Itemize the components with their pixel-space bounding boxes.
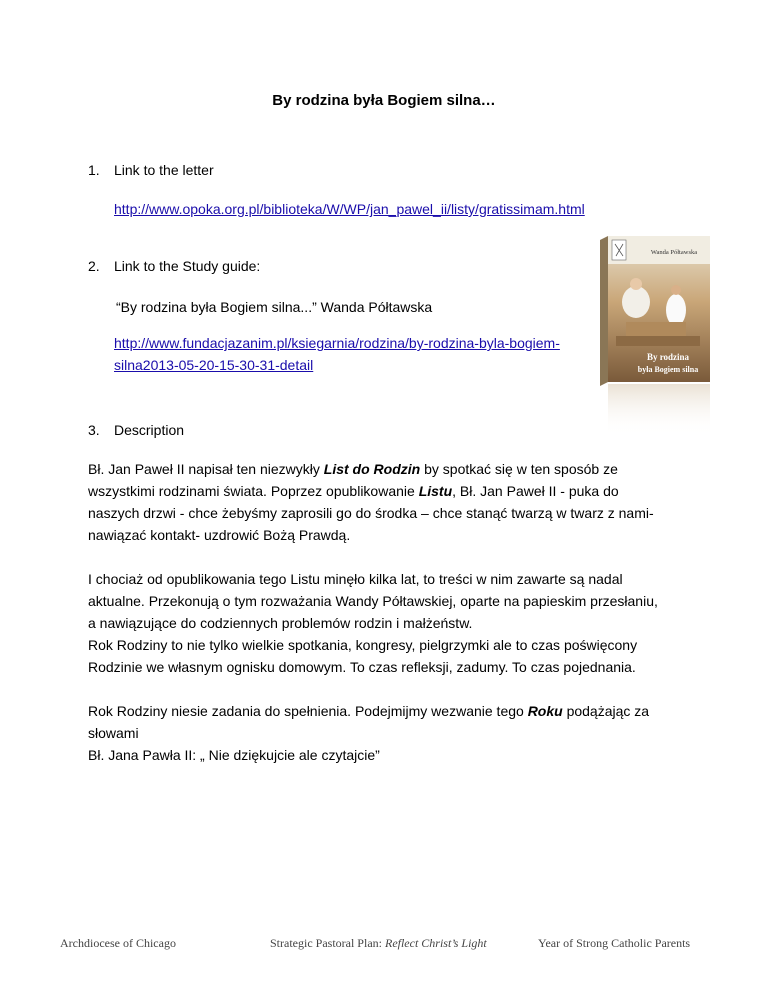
book-title-line-1: By rodzina xyxy=(646,352,690,362)
emphasis-list-do-rodzin: List do Rodzin xyxy=(323,461,421,477)
text-run: Bł. Jana Pawła II: „ Nie dziękujcie ale czytajcie” xyxy=(88,747,380,763)
study-guide-link-line-2: silna2013-05-20-15-30-31-detail xyxy=(114,357,314,373)
footer-center-italic: Reflect Christ’s Light xyxy=(384,936,487,950)
text-run: Rok Rodziny niesie zadania do spełnienia. Podejmijmy wezwanie tego xyxy=(88,703,528,719)
study-guide-quote: “By rodzina była Bogiem silna...” Wanda Półtawska xyxy=(116,299,433,315)
list-item-2 xyxy=(88,258,260,274)
list-label: Link to the letter xyxy=(114,162,214,178)
footer-left: Archdiocese of Chicago xyxy=(60,936,176,950)
study-guide-link[interactable] xyxy=(114,335,560,373)
study-guide-link-line-1: http://www.fundacjazanim.pl/ksiegarnia/rodzina/by-rodzina-byla-bogiem- xyxy=(114,335,560,351)
book-title-line-2: była Bogiem silna xyxy=(637,365,699,374)
book-author: Wanda Półtawska xyxy=(650,249,698,256)
list-label: Link to the Study guide: xyxy=(114,258,261,274)
study-guide-link-block xyxy=(114,332,560,376)
book-cover-svg xyxy=(596,232,712,437)
description-paragraph-3: Rok Rodziny to nie tylko wielkie spotkania, kongresy, pielgrzymki ale to czas poświęcony Rodzinie we własnym ognisku domowym. To czas refleksji, zadumy. To czas pojednania. xyxy=(88,637,638,675)
footer-right: Year of Strong Catholic Parents xyxy=(538,936,691,950)
emphasis-roku: Roku xyxy=(527,703,563,719)
emphasis-listu: Listu xyxy=(418,483,453,499)
text-run: by spotkać się w ten sposób ze wszystkimi rodzinami świata. Poprzez opublikowanie xyxy=(88,461,618,499)
description-paragraph-4 xyxy=(88,700,658,766)
text-run: Bł. Jan Paweł II napisał ten niezwykły xyxy=(88,461,324,477)
footer-center xyxy=(270,936,487,951)
letter-link[interactable]: http://www.opoka.org.pl/biblioteka/W/WP/jan_pawel_ii/listy/gratissimam.html xyxy=(114,201,585,217)
book-cover-image xyxy=(596,232,712,437)
list-label: Description xyxy=(114,422,185,438)
list-item-1 xyxy=(88,162,214,178)
list-number: 2. xyxy=(88,258,100,274)
description-paragraph-1 xyxy=(88,458,658,546)
text-run: , Bł. Jan Paweł II - puka do naszych drzwi - chce żebyśmy zaprosili go do środka – chce stanąć twarzą w twarz z nami-nawiązać kontakt- uzdrowić Bożą Prawdą. xyxy=(88,483,654,543)
document-title: By rodzina była Bogiem silna… xyxy=(272,92,496,109)
description-paragraph-2: I chociaż od opublikowania tego Listu minęło kilka lat, to treści w nim zawarte są nadal aktualne. Przekonują o tym rozważania Wandy Półtawskiej, oparte na papieskim przesłaniu, a nawiązujące do codziennych problemów rodzin i małżeństw. xyxy=(88,571,658,631)
text-run: podążając za słowami xyxy=(88,703,650,741)
letter-link-line xyxy=(114,198,585,220)
list-number: 1. xyxy=(88,162,100,178)
footer-center-text: Strategic Pastoral Plan: xyxy=(270,936,385,950)
list-number: 3. xyxy=(88,422,100,438)
list-item-3 xyxy=(88,422,184,438)
